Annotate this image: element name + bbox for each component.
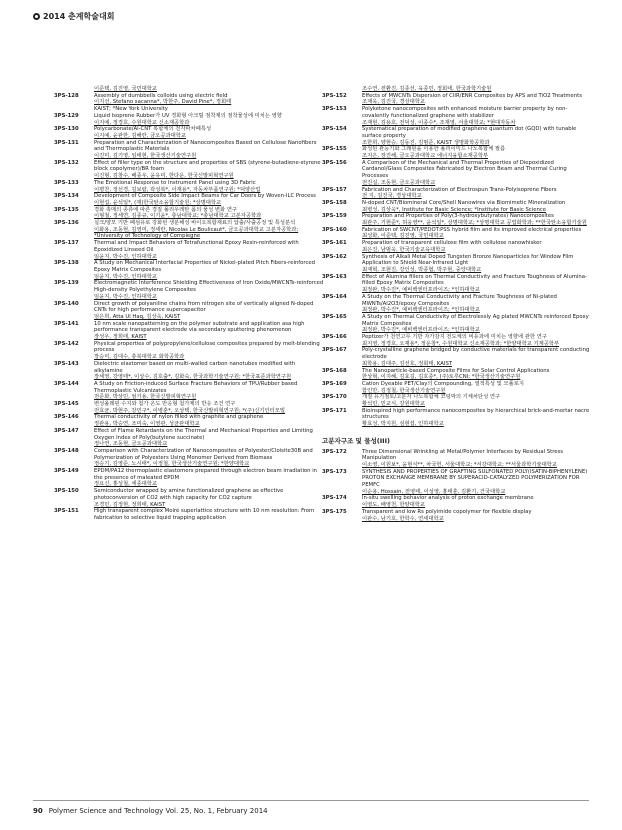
- poster-body: [362, 213, 592, 226]
- poster-entry: [54, 341, 324, 361]
- poster-authors: 조경민, 김정현, 정희태, KAIST: [94, 501, 166, 508]
- poster-body: [94, 341, 324, 361]
- poster-body: [94, 381, 324, 401]
- poster-code: 3PS-153: [322, 106, 347, 113]
- poster-title: The Nanoparticle-based Composite Films for Solar Control Applications: [362, 367, 550, 374]
- footer-rule: [33, 800, 589, 801]
- poster-title: Polyketone nanocomposites with enhanced moisture barrier property by non-covalently functionalized graphene with stabilizer: [362, 106, 568, 119]
- poster-title: Systematical preparation of modified graphene quantum dot (GQD) with tunable surface property: [362, 126, 577, 139]
- poster-entry: [322, 509, 592, 522]
- poster-title: A Comparison of the Mechanical and Thermal Properties of Diepoxidized Cardanol/Glass Composites Fabricated by Electron Beam and Thermal Curing Processes: [362, 159, 567, 180]
- poster-entry: [54, 361, 324, 381]
- poster-authors: 황석민, 민교식, 강원대학교: [362, 401, 426, 408]
- poster-title: Physical properties of polypropylene/cellulose composites prepared by melt-blending process: [94, 340, 320, 354]
- poster-authors: 최병성, 김상욱*, Institute for Basic Science; *Institute for Basic Science: [362, 206, 546, 213]
- poster-title: A Study on Thermal Conductivity of Electrolessly Ag plated MWCNTs reinforced Epoxy Matrix Composites: [362, 313, 589, 327]
- poster-code: 3PS-150: [54, 488, 79, 495]
- poster-title: 화성된 관능기화 그래핀을 이용한 폴리이미드 나노복합체 필름: [362, 146, 506, 153]
- poster-code: 3PS-161: [322, 240, 347, 247]
- poster-title: Synthesis of Alkali Metal Doped Tungsten Bronze Nanoparticles for Window Film Application to Shield Near-Infrared Light: [362, 253, 574, 267]
- poster-body: [362, 495, 592, 508]
- poster-authors: 조한희, 양현승, 김동진, 김범준, KAIST 생명화학공학과: [362, 139, 490, 146]
- page-header: [33, 11, 114, 22]
- poster-body: [94, 207, 324, 220]
- poster-authors: 최성화, 이준택, 김진영, 국민대학교: [362, 233, 444, 240]
- poster-code: 3PS-171: [322, 407, 347, 414]
- poster-title: Liquid Isoprene Rubber가 UV 경화형 아크릴 점착제의 점착물성에 미치는 영향: [94, 112, 282, 119]
- poster-entry: [322, 254, 592, 274]
- poster-entry: [322, 106, 592, 126]
- poster-body: [94, 160, 324, 180]
- poster-authors: 임윤지, 박수진, 인하대학교: [94, 253, 158, 260]
- poster-code: 3PS-165: [322, 313, 347, 320]
- poster-authors: 이순용, Hossain, 전영태, 이성영, 홍태훈, 김환기, 건국대학교: [362, 488, 506, 495]
- poster-code: 3PS-136: [54, 220, 79, 227]
- poster-title: Effect of Alumina fillers on Thermal Conductivity and Fracture Toughness of Alumina-filled Epoxy Matrix Composites: [362, 273, 587, 287]
- poster-code: [322, 86, 362, 93]
- poster-code: 3PS-149: [54, 468, 79, 475]
- poster-authors: 장세영, 강영태*, 이상수, 김호출*, 김화숙, 한국과학기술연구원; *한국표준과학연구원: [94, 374, 292, 381]
- poster-entry: [322, 213, 592, 226]
- poster-body: [94, 488, 324, 508]
- poster-title: Direct growth of polyaniline chains from nitrogen site of vertically aligned N-doped CNTs for high performance supercapacitor: [94, 300, 314, 314]
- poster-body: [362, 200, 592, 213]
- poster-code: 3PS-137: [54, 240, 79, 247]
- poster-entry: [54, 260, 324, 280]
- poster-body: [362, 160, 592, 187]
- poster-authors: 최은진, 남범욱, 한국기술교육대학교: [362, 246, 446, 253]
- poster-code: 3PS-132: [54, 159, 79, 166]
- poster-authors: 장성우, 정희태, KAIST: [94, 334, 147, 341]
- poster-title: Effects of MWCNTs Dispersion of CIIR/ENR Composites by APS and TiO2 Treatments: [362, 92, 583, 99]
- poster-title: 개질 유기점토/고분자 나노복합체 코팅막의 기체차단성 연구: [362, 394, 501, 401]
- poster-entry: [54, 93, 324, 113]
- section-heading: 고분자구조 및 물성(III): [322, 436, 390, 445]
- poster-affiliation: KAIST; *New York University: [94, 106, 168, 113]
- poster-title: A Study on Friction-induced Surface Fracture Behaviors of TPU/Rubber based Thermoplastic Vulcanizates: [94, 380, 298, 394]
- poster-authors: 이형철, 정세연, 김종규, 이기윤*, 충남대학교; *충남대학교 고분자공학과: [94, 213, 262, 220]
- poster-body: [362, 187, 592, 200]
- poster-entry: [54, 240, 324, 260]
- poster-authors: 이지예, 정경호, 수원대학교 신소재공학과: [94, 119, 190, 126]
- poster-entry: [54, 301, 324, 321]
- poster-entry: [322, 408, 592, 428]
- poster-title: Cation Dyeable PET/Clay의 Compounding, 열적특성 및 모폴로지: [362, 380, 524, 387]
- poster-entry: [54, 220, 324, 240]
- poster-entry: [54, 180, 324, 193]
- poster-body: [362, 509, 592, 522]
- poster-authors: 임은희, Atta Ul Haq, 김상욱, KAIST: [94, 313, 181, 320]
- poster-code: 3PS-168: [322, 367, 347, 374]
- poster-code: 3PS-159: [322, 213, 347, 220]
- poster-body: [362, 408, 592, 428]
- poster-title: 변성올레핀 수지와 첨가 온도 반응형 첨가제의 반응 조건 연구: [94, 401, 236, 408]
- poster-body: [362, 381, 592, 394]
- poster-entry: [54, 401, 324, 414]
- poster-authors: 황효성, 박지원, 심현섭, 인하대학교: [362, 421, 444, 428]
- poster-title: 경화 촉매의 종류에 따른 경질 폴리우레탄 폼의 물성 변화 연구: [94, 206, 238, 213]
- poster-authors: 전준화, 박상민, 엄기용, 한국신발피혁연구원: [94, 394, 197, 401]
- poster-body: [94, 126, 324, 139]
- poster-title: Assembly of dumbbells colloids using electric field: [94, 92, 228, 99]
- poster-code: 3PS-141: [54, 320, 79, 327]
- poster-entry: [322, 469, 592, 496]
- poster-body: [94, 93, 324, 113]
- poster-body: [362, 334, 592, 347]
- poster-body: [94, 401, 324, 414]
- poster-entry: [322, 240, 592, 253]
- poster-body: [94, 180, 324, 193]
- poster-authors: 정관용, 박승연, 조미숙, 이영관, 성균관대학교: [94, 421, 200, 428]
- poster-code: 3PS-164: [322, 293, 347, 300]
- poster-code: 3PS-169: [322, 380, 347, 387]
- poster-entry: [54, 488, 324, 508]
- poster-code: 3PS-147: [54, 427, 79, 434]
- page-footer: [33, 807, 268, 815]
- poster-entry: [54, 508, 324, 521]
- poster-code: 3PS-170: [322, 394, 347, 401]
- poster-body: [362, 86, 592, 93]
- poster-code: 3PS-138: [54, 260, 79, 267]
- poster-entry: [54, 160, 324, 180]
- page-number: 90: [33, 807, 43, 815]
- poster-title: Electromagnetic Interference Shielding Effectiveness of Iron Oxide/MWCNTs-reinforced High-density Polyethylene Composites: [94, 280, 324, 294]
- poster-title: Fabrication of SWCNT/PEDOT:PSS hybrid film and its improved electrical properties: [362, 226, 582, 233]
- poster-authors: 이소영, 이원보*, 윤현식**, 차국헌, 서울대학교; *서강대학교; **서울과학기술대학교: [362, 461, 557, 468]
- poster-body: [362, 274, 592, 294]
- poster-title: Peptizer가 천연고무 기반 자가감지 전도체의 비유과에 미치는 영향에 관한 연구: [362, 334, 547, 341]
- poster-title: Dielectric elastomer based on multi-walled carbon nanotubes modified with alkylamine: [94, 360, 296, 374]
- poster-entry: [322, 294, 592, 314]
- poster-title: Effect of filler type on the structure and properties of SBS (styrene-butadiene-styrene block copolymer)/BR foam: [94, 159, 321, 173]
- poster-title: High transparent complex Moiré superlattice structure with 10 nm resolution: From fabrication to selective liquid trapping application: [94, 508, 315, 521]
- poster-authors: 조재현, 김용호, 전덕성, 이종수*, 조재영, 서울대학교; *현대자동차: [362, 119, 516, 126]
- poster-body: [94, 414, 324, 427]
- poster-entry: [54, 468, 324, 488]
- poster-body: [362, 469, 592, 496]
- poster-entry: [54, 86, 324, 93]
- poster-code: 3PS-133: [54, 179, 79, 186]
- poster-entry: [322, 381, 592, 394]
- poster-entry: [322, 495, 592, 508]
- poster-code: 3PS-175: [322, 508, 347, 515]
- conference-logo-icon: [33, 13, 40, 20]
- poster-body: [362, 240, 592, 253]
- poster-title: Three Dimensional Wrinkling at Metal/Polymer Interfaces by Residual Stress Manipulation: [362, 448, 564, 462]
- poster-authors: 최정완, 박수진*, 예비백엔터프라이즈; *인하대학교: [362, 287, 480, 294]
- poster-title: A Study on Mechanical Interfacial Properties of Nickel-plated Pitch Fibers-reinforced Epoxy Matrix Composites: [94, 260, 315, 273]
- poster-code: 3PS-139: [54, 280, 79, 287]
- poster-entry: [54, 321, 324, 341]
- poster-authors: 정요신, 홍성철, 세종대학교: [94, 481, 158, 488]
- poster-code: 3PS-157: [322, 186, 347, 193]
- poster-body: [94, 508, 324, 521]
- poster-code: 3PS-173: [322, 468, 347, 475]
- poster-authors: 이진형, 김창수, 배종우, 윤유미, 한다운, 한국신발피혁연구원: [94, 173, 234, 180]
- poster-code: 3PS-129: [54, 112, 79, 119]
- poster-entry: [54, 126, 324, 139]
- poster-entry: [322, 347, 592, 367]
- poster-body: [362, 93, 592, 106]
- poster-authors: 최정완, 박수진*, 예비백엔터프라이즈; *인하대학교: [362, 327, 480, 334]
- poster-entry: [322, 126, 592, 146]
- right-column: [322, 86, 592, 522]
- poster-body: [362, 449, 592, 469]
- poster-code: 3PS-155: [322, 146, 347, 153]
- poster-authors: 이지선, Stefano sacanna*, 박한주, David Pine*, 정회태: [94, 99, 232, 106]
- poster-authors: 정나연, 조동현, 금오공과대학교: [94, 441, 168, 448]
- poster-title: 10 nm scale nanopatterning on the polymer substrate and application asa high performance transparent electrode via secondary sputtering phenomenon: [94, 320, 305, 334]
- poster-code: 3PS-172: [322, 448, 347, 455]
- poster-title: In-situ swelling behavior analysis of proton exchange membrane: [362, 495, 534, 502]
- poster-title: Poly-crystalline graphene bridged by conductive materials for transparent conducting electrode: [362, 347, 590, 361]
- poster-code: 3PS-130: [54, 126, 79, 133]
- poster-body: [94, 113, 324, 126]
- poster-entry: [54, 448, 324, 468]
- poster-body: [362, 146, 592, 159]
- poster-entry: [322, 146, 592, 159]
- poster-entry: [322, 93, 592, 106]
- poster-code: 3PS-135: [54, 206, 79, 213]
- poster-authors: 최정완, 박수진*, 예비백엔터프라이즈; *인하대학교: [362, 307, 480, 314]
- poster-entry: [54, 113, 324, 126]
- poster-entry: [54, 428, 324, 448]
- poster-code: 3PS-143: [54, 360, 79, 367]
- poster-entry: [54, 414, 324, 427]
- poster-code: 3PS-160: [322, 226, 347, 233]
- poster-entry: [322, 160, 592, 187]
- poster-title: Bioinspired high performance nanocomposites by hierarchical brick-and-mortar nacre structures: [362, 407, 590, 421]
- poster-authors: 조재욱, 김진국, 경상대학교: [362, 99, 426, 106]
- poster-code: 3PS-162: [322, 253, 347, 260]
- poster-code: [54, 86, 94, 93]
- poster-code: 3PS-148: [54, 447, 79, 454]
- poster-authors: 이영도, 배영천, 한양대학교: [362, 502, 426, 509]
- poster-entry: [322, 227, 592, 240]
- poster-code: 3PS-163: [322, 273, 347, 280]
- poster-authors: 정승기, 김영준, 노시태*, 이정철, 한국생산기술연구원; *한양대학교: [94, 461, 250, 468]
- poster-authors: 최재혁, 조현진, 강인성, 박종협, 박주현, 중앙대학교: [362, 266, 482, 273]
- journal-citation: Polymer Science and Technology Vol. 25, No. 1, February 2014: [48, 807, 268, 815]
- poster-title: Fabrication and Characterization of Electrospun Trans-Polyisoprene Fibers: [362, 186, 557, 193]
- poster-entry: [322, 394, 592, 407]
- poster-authors: 전진실, 조동현, 금오공과대학교: [362, 179, 436, 186]
- poster-code: 3PS-151: [54, 508, 79, 515]
- poster-authors: 이준택, 김진영, 국민대학교: [94, 86, 158, 92]
- poster-code: 3PS-158: [322, 199, 347, 206]
- poster-code: 3PS-146: [54, 414, 79, 421]
- poster-title: The Emotional Response to Instrument Panel using 3D Fabric: [94, 179, 256, 186]
- poster-title: Transparent and low Rs polyimide copolymer for flexible display: [362, 508, 532, 515]
- poster-title: SYNTHESIS AND PROPERTIES OF GRAFTING SULFONATED POLY(ISATIN-BIPHENYLENE) PROTON EXCHANGE MEMBRANE BY SUPERACID-CATALYZED POLYMERIZATION FOR PEMFC: [362, 468, 588, 489]
- poster-title: Preparation and Characterization of Nanocomposites Based on Cellulose Nanofibers and Thermoplastic Materials: [94, 139, 317, 153]
- poster-body: [94, 240, 324, 260]
- poster-body: [94, 361, 324, 381]
- poster-authors: 이완수, 남기호, 한학수, 연세대학교: [362, 515, 444, 522]
- poster-entry: [322, 86, 592, 93]
- poster-authors: 함인만, 김정철, 한국생산기술연구원: [362, 387, 446, 394]
- poster-entry: [54, 381, 324, 401]
- poster-code: 3PS-152: [322, 92, 347, 99]
- poster-authors: 이평찬, 정선경, 김보람, 곽성복*, 이재용*, 자동차부품연구원; *덕양산업: [94, 186, 261, 193]
- poster-body: [362, 254, 592, 274]
- poster-title: Polycarbonate/Al-CNT 복합체의 전자파차폐특성: [94, 126, 212, 133]
- poster-body: [94, 428, 324, 448]
- poster-code: 3PS-131: [54, 139, 79, 146]
- poster-authors: 이진미, 김기영, 임태현, 한국생산기술연구원: [94, 153, 197, 160]
- poster-body: [94, 280, 324, 300]
- poster-authors: 전효균, 박현주, 강민구*, 이병훈*, 오상택, 한국신발피혁연구원; *(주)신기인터모빌: [94, 407, 286, 414]
- poster-authors: 최지영, 정경호, 오재용*, 정운창*, 수원대학교 신소재공학과; *한양대학교 기계공학부: [362, 340, 560, 347]
- poster-title: Semiconductor wrapped by amine functionalized graphene as effective photoconversion of CO2 with high capacity for CO2 capture: [94, 488, 284, 501]
- poster-entry: [322, 314, 592, 334]
- poster-body: [94, 193, 324, 206]
- poster-title: Comparison with Characterization of Nanocomposites of Polyester/Cloisite30B and Polymerization of Polyesters Using Monomer Derived from Biomass: [94, 447, 313, 461]
- poster-body: [362, 106, 592, 126]
- poster-code: 3PS-154: [322, 126, 347, 133]
- poster-title: A Study on the Thermal Conductivity and Fracture Toughness of Ni-plated MWNTs/Al2O3/epoxy Composites: [362, 293, 557, 307]
- poster-code: 3PS-144: [54, 380, 79, 387]
- poster-authors: 한상혁, 이지혜, 김효길, 김호종*, (주)토루CNI; *한국생산기술연구원: [362, 374, 521, 381]
- poster-body: [362, 314, 592, 334]
- left-column: [54, 86, 324, 522]
- poster-title: Development of Composite Side Impact Beams for Car Doors by Woven-ILC Process: [94, 193, 316, 200]
- poster-authors: 이화용, 조동현, 김영미, 정세란, Nicolas Le Boulicaut*, 금오공과대학교 고분자공학과; *University of Technology of Compiegne: [94, 226, 299, 240]
- poster-code: 3PS-128: [54, 92, 79, 99]
- poster-title: Thermal conductivity of nylon filled with graphite and graphene: [94, 414, 264, 421]
- poster-authors: 이현섭, 윤석일*, (재)한국탄소융합기술원; *상명대학교: [94, 199, 222, 206]
- poster-entry: [322, 449, 592, 469]
- poster-body: [362, 294, 592, 314]
- poster-authors: 임윤지, 박수진, 인하대학교: [94, 293, 158, 300]
- poster-body: [94, 140, 324, 160]
- poster-title: 실크/양모 기반 폐섬유로 강화된 생분해성 바이오복합재료의 압출/사출공정 및 특성분석: [94, 220, 296, 227]
- poster-body: [94, 86, 324, 93]
- poster-code: 3PS-145: [54, 401, 79, 408]
- poster-title: Preparation of transparent cellulose film with cellulose nanowhisker: [362, 240, 542, 247]
- poster-code: 3PS-174: [322, 495, 347, 502]
- poster-authors: 이지예, 윤관한, 김해란, 금오공과대학교: [94, 132, 186, 139]
- poster-title: Effect of Flame Retardants on the Thermal and Mechanical Properties and Limiting Oxygen Index of Poly(butylene succinate): [94, 427, 313, 441]
- poster-title: N-doped CNT/Biomineral Core/Shell Nanowires via Biomimetic Mineralization: [362, 199, 566, 206]
- poster-authors: 전 지, 김진국, 경상대학교: [362, 193, 422, 200]
- poster-authors: 장승미, 김대수, 충북대학교 화학공학과: [94, 354, 185, 361]
- poster-authors: 임윤지, 박수진, 인하대학교: [94, 273, 158, 280]
- poster-entry: [54, 207, 324, 220]
- poster-code: 3PS-166: [322, 334, 347, 341]
- poster-body: [94, 260, 324, 280]
- conference-title: 2014 춘계학술대회: [43, 12, 115, 21]
- poster-authors: 조지은, 장진해, 금오공과대학교 에너지융합소재공학부: [362, 153, 489, 160]
- poster-entry: [322, 200, 592, 213]
- poster-entry: [54, 280, 324, 300]
- poster-entry: [54, 140, 324, 160]
- poster-title: Preparation and Properties of Poly(3-hydroxybutyrates) Nanocomposites: [362, 213, 554, 220]
- poster-body: [362, 227, 592, 240]
- poster-entry: [54, 193, 324, 206]
- poster-body: [362, 347, 592, 367]
- poster-entry: [322, 334, 592, 347]
- poster-title: EPDM/PA12 thermoplastic elastomers prepared through electron beam irradiation in the presence of maleated EPDM: [94, 468, 318, 481]
- poster-code: 3PS-156: [322, 159, 347, 166]
- poster-code: 3PS-142: [54, 340, 79, 347]
- poster-body: [362, 126, 592, 146]
- poster-authors: 조수연, 전환진, 김종선, 육종민, 정회태, 한국과학기술원: [362, 86, 492, 92]
- poster-code: 3PS-134: [54, 193, 79, 200]
- poster-code: 3PS-140: [54, 300, 79, 307]
- poster-entry: [322, 368, 592, 381]
- poster-authors: 최관주, 기현준*, 허웅영**, 윤석일*, 상명대학교; *상명대학교 공업화학과; **한국탄소융합기술원: [362, 220, 587, 227]
- poster-body: [94, 321, 324, 341]
- poster-code: 3PS-167: [322, 347, 347, 354]
- poster-title: Thermal and Impact Behaviors of Tetrafunctional Epoxy Resin-reinforced with Epoxidized Linseed Oil: [94, 240, 299, 253]
- poster-entry: [322, 274, 592, 294]
- poster-body: [94, 468, 324, 488]
- poster-body: [94, 220, 324, 240]
- poster-body: [94, 301, 324, 321]
- poster-entry: [322, 187, 592, 200]
- poster-body: [362, 368, 592, 381]
- poster-body: [362, 394, 592, 407]
- poster-body: [94, 448, 324, 468]
- poster-authors: 최학용, 김대주, 김선호, 정회태, KAIST: [362, 360, 453, 367]
